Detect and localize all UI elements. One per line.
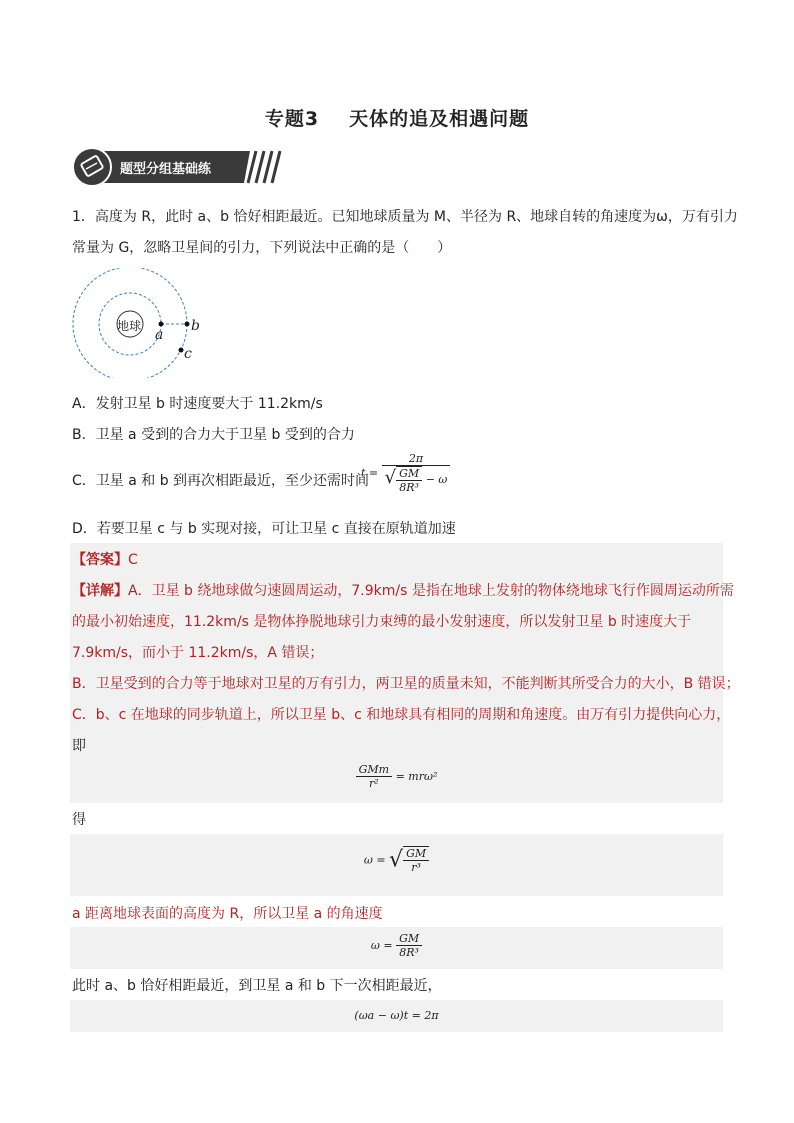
equation-1 [70, 763, 723, 790]
eq1-numerator: GMm [356, 763, 392, 777]
detail-line-5: C．b、c 在地球的同步轨道上，所以卫星 b、c 和地球具有相同的周期和角速度。由万有引力提供向心力， [72, 707, 731, 723]
detail-label: 【详解】 [72, 583, 128, 599]
answer-line [72, 550, 138, 570]
detail-de: 得 [72, 812, 86, 828]
eq2-lhs: ω = [363, 853, 386, 867]
sqrt-sign: √ [384, 467, 397, 488]
satellite-c [179, 348, 184, 353]
answer-label: 【答案】 [72, 552, 128, 568]
option-a: A．发射卫星 b 时速度要大于 11.2km/s [72, 396, 323, 412]
question-line-1 [72, 207, 738, 227]
formula-tail: − ω [425, 473, 448, 486]
equation-2 [70, 846, 723, 874]
title-subject: 天体的追及相遇问题 [349, 108, 530, 130]
answer-value: C [128, 552, 138, 568]
banner-label: 题型分组基础练 [120, 162, 212, 177]
detail-line-6: 即 [72, 738, 86, 754]
detail-line-2: 的最小初始速度，11.2km/s 是物体挣脱地球引力束缚的最小发射速度，所以发射卫星 b 时速度大于 [72, 614, 692, 630]
satellite-b [185, 322, 190, 327]
formula-t: t = [361, 466, 379, 480]
equation-4: (ωa − ω)t = 2π [354, 1009, 439, 1022]
eq1-rhs: = mrω² [395, 770, 438, 783]
detail-text-1: A．卫星 b 绕地球做匀速圆周运动，7.9km/s 是指在地球上发射的物体绕地球飞行作圆周运动所需 [128, 583, 734, 599]
eq1-denominator: r² [369, 777, 379, 790]
option-c: C．卫星 a 和 b 到再次相距最近，至少还需时间 [72, 473, 370, 489]
label-c: c [184, 346, 192, 362]
title-topic: 专题3 [264, 108, 320, 130]
question-number: 1． [72, 209, 95, 225]
formula-numerator: 2π [382, 452, 451, 466]
question-stem-1: 高度为 R，此时 a、b 恰好相距最近。已知地球质量为 M、半径为 R、地球自转的角速度为ω，万有引力 [94, 209, 738, 225]
detail-line-7: a 距离地球表面的高度为 R，所以卫星 a 的角速度 [72, 906, 383, 922]
section-banner [72, 147, 284, 187]
detail-line-1 [72, 581, 734, 601]
eq3-numerator: GM [396, 932, 422, 946]
label-b: b [191, 318, 200, 334]
equation-3 [70, 932, 723, 959]
eq2-numerator: GM [403, 847, 429, 861]
earth-label: 地球 [117, 319, 142, 333]
question-stem-2: 常量为 G，忽略卫星间的引力，下列说法中正确的是（ ） [72, 240, 452, 256]
detail-line-4: B．卫星受到的合力等于地球对卫星的万有引力，两卫星的质量未知，不能判断其所受合力的大小，B 错误； [72, 676, 740, 692]
option-d: D．若要卫星 c 与 b 实现对接，可让卫星 c 直接在原轨道加速 [72, 521, 456, 537]
sqrt-denominator: 8R³ [399, 481, 419, 494]
detail-line-3: 7.9km/s，而小于 11.2km/s，A 错误； [72, 645, 324, 661]
option-b: B．卫星 a 受到的合力大于卫星 b 受到的合力 [72, 427, 355, 443]
eq2-denominator: r³ [411, 861, 421, 874]
eq3-denominator: 8R³ [399, 946, 419, 959]
sqrt-numerator: GM [396, 467, 422, 481]
eq2-sqrt-sign: √ [389, 847, 404, 873]
option-c-formula [361, 452, 450, 494]
satellite-a [159, 322, 164, 327]
page-title [0, 104, 794, 131]
detail-line-8: 此时 a、b 恰好相距最近，到卫星 a 和 b 下一次相距最近， [72, 978, 442, 994]
label-a: a [155, 327, 164, 343]
eq3-lhs: ω = [370, 939, 393, 952]
